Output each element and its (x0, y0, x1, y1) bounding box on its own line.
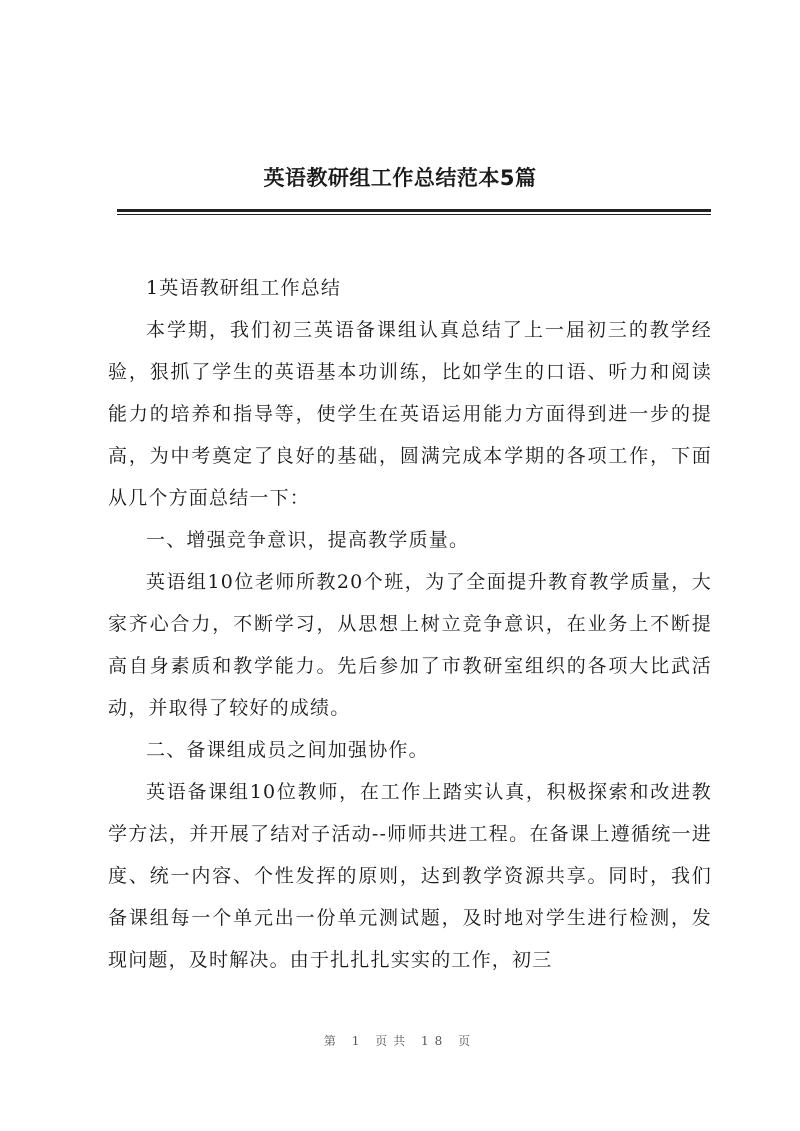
paragraph-subheading-1: 一、增强竞争意识，提高教学质量。 (146, 529, 470, 551)
document-title: 英语教研组工作总结范本5篇 (263, 166, 537, 190)
page-footer: 第 1 页共 18 页 (323, 1034, 477, 1048)
paragraph-subheading-2: 二、备课组成员之间加强协作。 (146, 739, 429, 761)
section-heading: 1英语教研组工作总结 (146, 277, 342, 299)
title-divider-thin (117, 214, 711, 215)
document-body (108, 267, 712, 981)
title-divider-thick (117, 209, 711, 212)
paragraph-collaboration: 英语备课组10位教师，在工作上踏实认真，积极探索和改进教学方法，并开展了结对子活动--师师共进工程。在备课上遵循统一进度、统一内容、个性发挥的原则，达到教学资源共享。同时，我们备课组每一个单元出一份单元测试题，及时地对学生进行检测，发现问题，及时解决。由于扎扎扎实实的工作，初三 (108, 781, 712, 971)
paragraph-competition: 英语组10位老师所教20个班，为了全面提升教育教学质量，大家齐心合力，不断学习，从思想上树立竞争意识，在业务上不断提高自身素质和教学能力。先后参加了市教研室组织的各项大比武活动，并取得了较好的成绩。 (108, 571, 712, 719)
paragraph-intro: 本学期，我们初三英语备课组认真总结了上一届初三的教学经验，狠抓了学生的英语基本功训练，比如学生的口语、听力和阅读能力的培养和指导等，使学生在英语运用能力方面得到进一步的提高，为中考奠定了良好的基础，圆满完成本学期的各项工作，下面从几个方面总结一下： (108, 319, 712, 509)
